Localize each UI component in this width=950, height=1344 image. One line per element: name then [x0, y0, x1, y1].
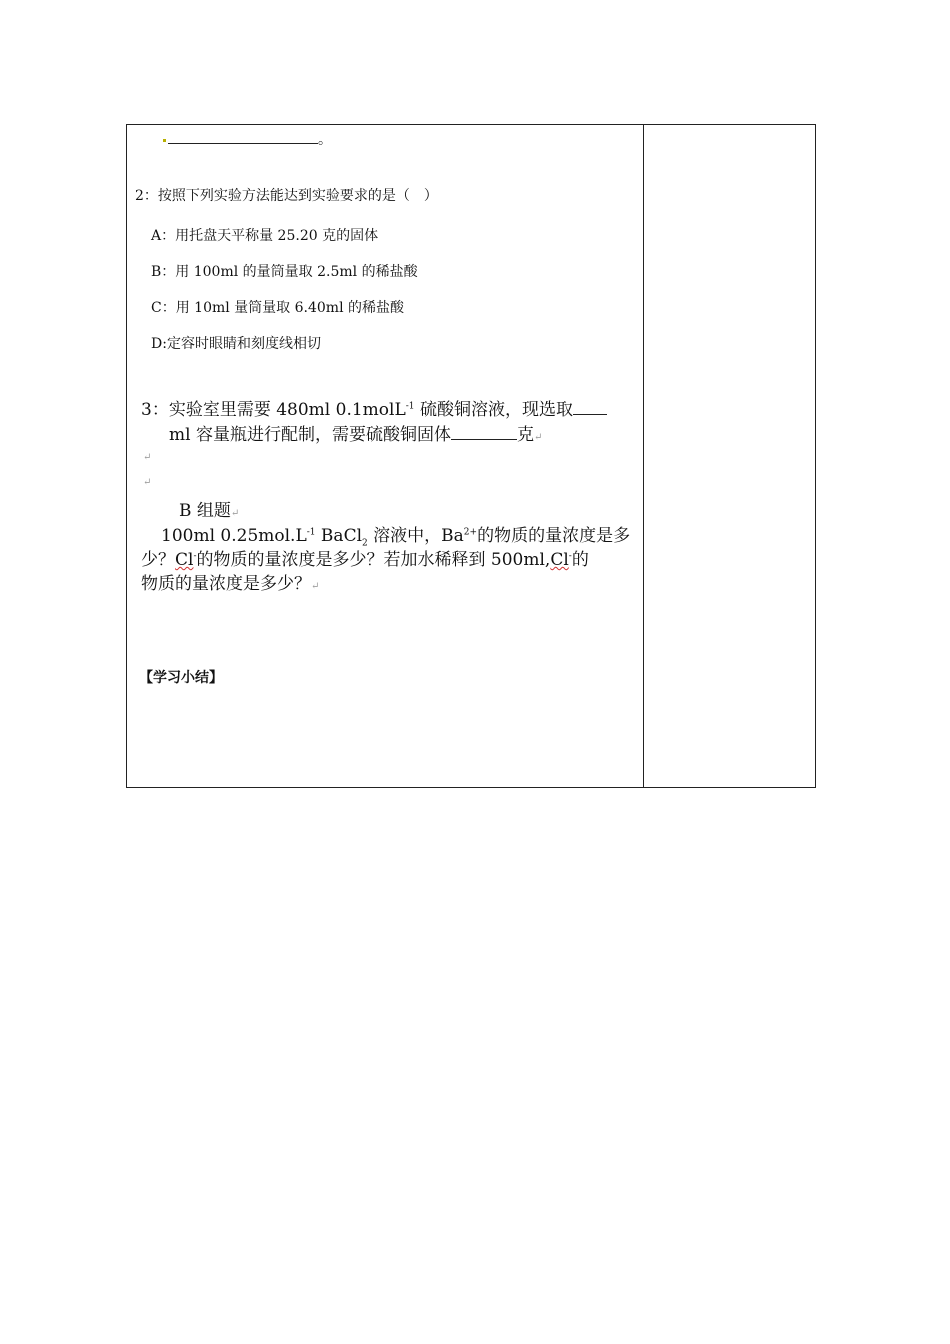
worksheet-table	[126, 124, 816, 788]
q1-end: 。	[318, 132, 332, 148]
return-mark: ↵	[143, 452, 152, 463]
return-mark: ↵	[143, 477, 152, 488]
q3-blank-mass[interactable]	[451, 425, 517, 440]
q3-blank-volume[interactable]	[573, 400, 607, 415]
group-b-title: B 组题↵	[179, 501, 240, 521]
summary-heading: 【学习小结】	[139, 670, 223, 686]
q2-option-d: D:定容时眼睛和刻度线相切	[151, 336, 321, 352]
main-cell	[127, 125, 643, 787]
q2-option-a: A：用托盘天平称量 25.20 克的固体	[151, 228, 379, 244]
group-b-line-1: 100ml $0.25mol.L^{-1}$ BaCl$_2$ 溶液中，$Ba^{2+}$的物质的量浓度是多	[161, 526, 631, 549]
group-b-line-2: 少？Cl-的物质的量浓度是多少？若加水稀释到 500ml,Cl-的	[141, 550, 589, 570]
q2-option-b: B：用 100ml 的量筒量取 2.5ml 的稀盐酸	[151, 264, 418, 280]
q2-option-c: C：用 10ml 量筒量取 6.40ml 的稀盐酸	[151, 300, 405, 316]
q3-line-1: 3：实验室里需要 480ml 0.1molL$^{-1}$ 硫酸铜溶液，现选取	[141, 395, 607, 420]
marker-dot	[163, 139, 166, 142]
q2-stem: 2：按照下列实验方法能达到实验要求的是（ ）	[135, 188, 438, 204]
q3-line-2: ml 容量瓶进行配制，需要硫酸铜固体 克↵	[169, 425, 543, 445]
notes-cell	[644, 125, 815, 787]
group-b-line-3: 物质的量浓度是多少？↵	[141, 574, 320, 594]
q1-blank[interactable]	[168, 131, 318, 144]
q1-answer-line	[163, 129, 332, 149]
q3-number: 3：	[141, 400, 169, 420]
